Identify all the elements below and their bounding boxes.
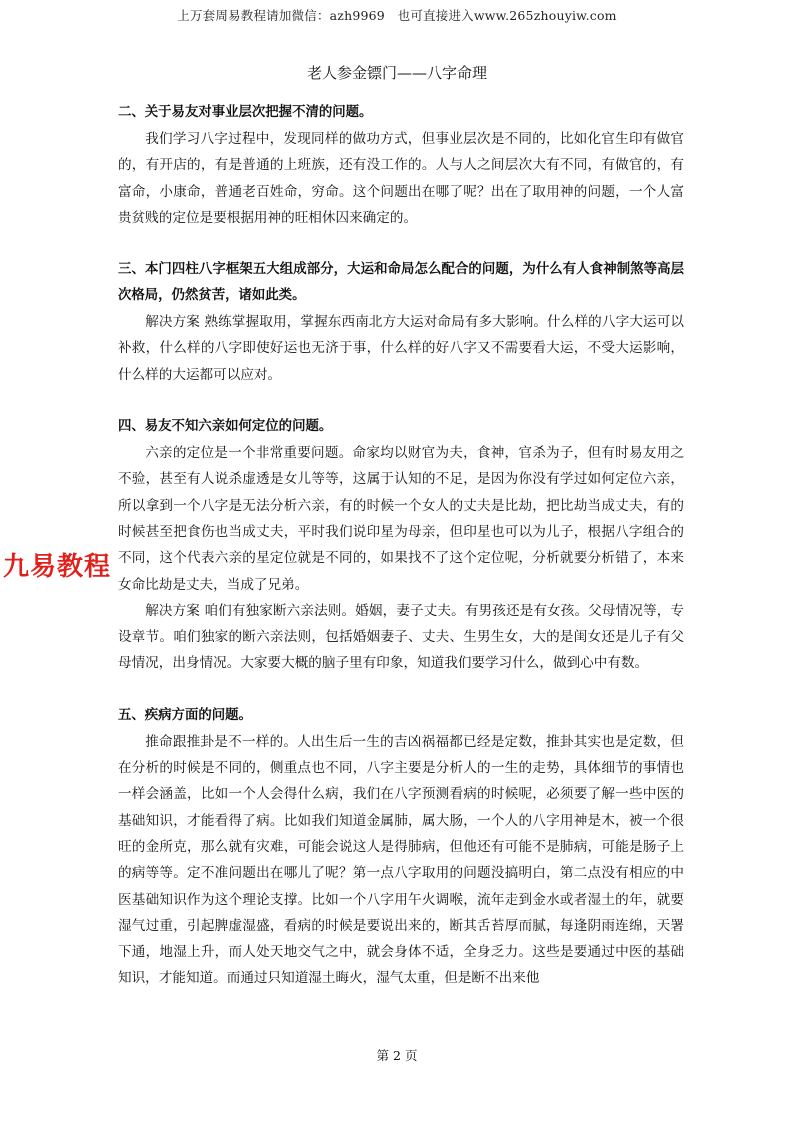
- paragraph: 解决方案 咱们有独家断六亲法则。婚姻，妻子丈夫。有男孩还是有女孩。父母情况等，专设章节。咱们独家的断六亲法则，包括婚姻妻子、丈夫、生男生女，大的是闺女还是儿子有父母情况，出身情况。大家要大概的脑子里有印象，知道我们要学习什么，做到心中有数。: [118, 602, 684, 672]
- document-body: [118, 100, 684, 992]
- page-number: 第 2 页: [376, 1048, 418, 1063]
- paragraph: 我们学习八字过程中，发现同样的做功方式，但事业层次是不同的，比如化官生印有做官的，有开店的，有是普通的上班族，还有没工作的。人与人之间层次大有不同，有做官的，有富命，小康命，普通老百姓命，穷命。这个问题出在哪了呢？出在了取用神的问题，一个人富贵贫贱的定位是要根据用神的旺相休囚来确定的。: [118, 131, 684, 226]
- document-title: 老人参金镖门——八字命理: [306, 64, 487, 82]
- paragraph: 解决方案 熟练掌握取用，掌握东西南北方大运对命局有多大影响。什么样的八字大运可以补救，什么样的八字即使好运也无济于事，什么样的好八字又不需要看大运，不受大运影响，什么样的大运都可以应对。: [118, 314, 684, 383]
- section-3: [118, 257, 684, 388]
- section-heading: 二、关于易友对事业层次把握不清的问题。: [118, 105, 373, 120]
- paragraph: 推命跟推卦是不一样的。人出生后一生的吉凶祸福都已经是定数，推卦其实也是定数，但在分析的时候是不同的，侧重点也不同，八字主要是分析人的一生的走势，具体细节的事情也一样会涵盖，比如一个人会得什么病，我们在八字预测看病的时候呢，必须要了解一些中医的基础知识，才能看得了病。比如我们知道金属肺，属大肠，一个人的八字用神是木，被一个很旺的金所克，那么就有灾难，可能会说这人是得肺病，但他还有可能不是肺病，可能是肠子上的病等等。定不准问题出在哪儿了呢？第一点八字取用的问题没搞明白，第二点没有相应的中医基础知识作为这个理论支撑。比如一个八字用午火调喉，流年走到金水或者湿土的年，就要湿气过重，引起脾虚湿盛，看病的时候是要说出来的，断其舌苔厚而腻，每逢阴雨连绵，天署下通，地湿上升，而人处天地交气之中，就会身体不适，全身乏力。这些是要通过中医的基础知识，才能知道。而通过只知道湿土晦火，湿气太重，但是断不出来他: [118, 733, 684, 987]
- section-heading: 四、易友不知六亲如何定位的问题。: [118, 419, 333, 435]
- header-note: 上万套周易教程请加微信：azh9969 也可直接进入www.265zhouyiw.com: [177, 8, 617, 23]
- section-heading: 三、本门四柱八字框架五大组成部分，大运和命局怎么配合的问题，为什么有人食神制煞等高层次格局，仍然贫苦，诸如此类。: [118, 262, 684, 304]
- watermark-logo: 九易教程: [3, 552, 112, 582]
- section-4: [118, 414, 684, 677]
- paragraph: 六亲的定位是一个非常重要问题。命家均以财官为夫，食神，官杀为子，但有时易友用之不验，甚至有人说杀虚透是女儿等等，这属于认知的不足，是因为你没有学过如何定位六亲，所以拿到一个八字是无法分析六亲，有的时候一个女人的丈夫是比劫，把比劫当成丈夫，有的时候甚至把食伤也当成丈夫，平时我们说印星为母亲，但印星也可以为儿子，根据八字组合的不同，这个代表六亲的星定位就是不同的，如果找不了这个定位呢，分析就要分析错了，本来女命比劫是丈夫，当成了兄弟。: [118, 445, 684, 593]
- section-2: [118, 100, 684, 231]
- section-heading: 五、疾病方面的问题。: [118, 707, 252, 723]
- section-5: [118, 703, 684, 992]
